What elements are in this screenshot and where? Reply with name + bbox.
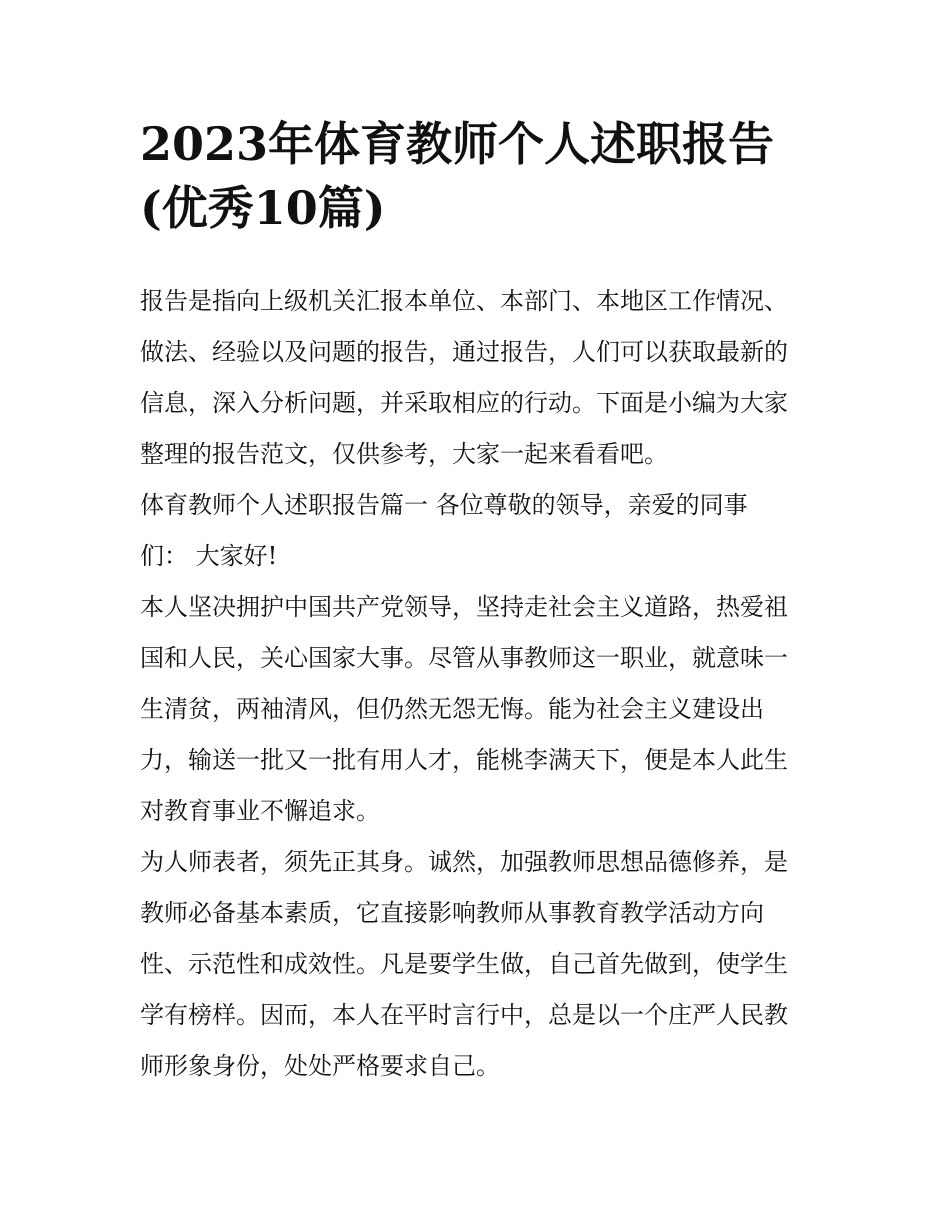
text-line: 师形象身份，处处严格要求自己。: [140, 1052, 500, 1080]
text-line: 为人师表者，须先正其身。诚然，加强教师思想品德修养，是: [140, 848, 788, 876]
document-title: [140, 112, 820, 240]
text-line: 报告是指向上级机关汇报本单位、本部门、本地区工作情况、: [140, 287, 788, 315]
document-body: [140, 276, 820, 1092]
text-line: 做法、经验以及问题的报告，通过报告，人们可以获取最新的: [140, 338, 788, 366]
paragraph-intro: [140, 276, 820, 480]
text-line: 整理的报告范文，仅供参考，大家一起来看看吧。: [140, 440, 668, 468]
text-line: 信息，深入分析问题，并采取相应的行动。下面是小编为大家: [140, 389, 788, 417]
text-line: 对教育事业不懈追求。: [140, 797, 380, 825]
text-line: 生清贫，两袖清风，但仍然无怨无悔。能为社会主义建设出: [140, 695, 764, 723]
paragraph-greeting: [140, 480, 820, 582]
title-line: 2023年体育教师个人述职报告: [140, 117, 775, 171]
title-line: (优秀10篇): [140, 181, 386, 235]
text-line: 教师必备基本素质，它直接影响教师从事教育教学活动方向: [140, 899, 764, 927]
text-line: 体育教师个人述职报告篇一 各位尊敬的领导，亲爱的同事: [140, 491, 748, 519]
paragraph-political-stance: [140, 582, 820, 837]
text-line: 国和人民，关心国家大事。尽管从事教师这一职业，就意味一: [140, 644, 788, 672]
text-line: 学有榜样。因而，本人在平时言行中，总是以一个庄严人民教: [140, 1001, 788, 1029]
text-line: 性、示范性和成效性。凡是要学生做，自己首先做到，使学生: [140, 950, 788, 978]
text-line: 力，输送一批又一批有用人才，能桃李满天下，便是本人此生: [140, 746, 788, 774]
text-line: 本人坚决拥护中国共产党领导，坚持走社会主义道路，热爱祖: [140, 593, 788, 621]
paragraph-ethics: [140, 837, 820, 1092]
text-line: 们： 大家好!: [140, 542, 278, 570]
